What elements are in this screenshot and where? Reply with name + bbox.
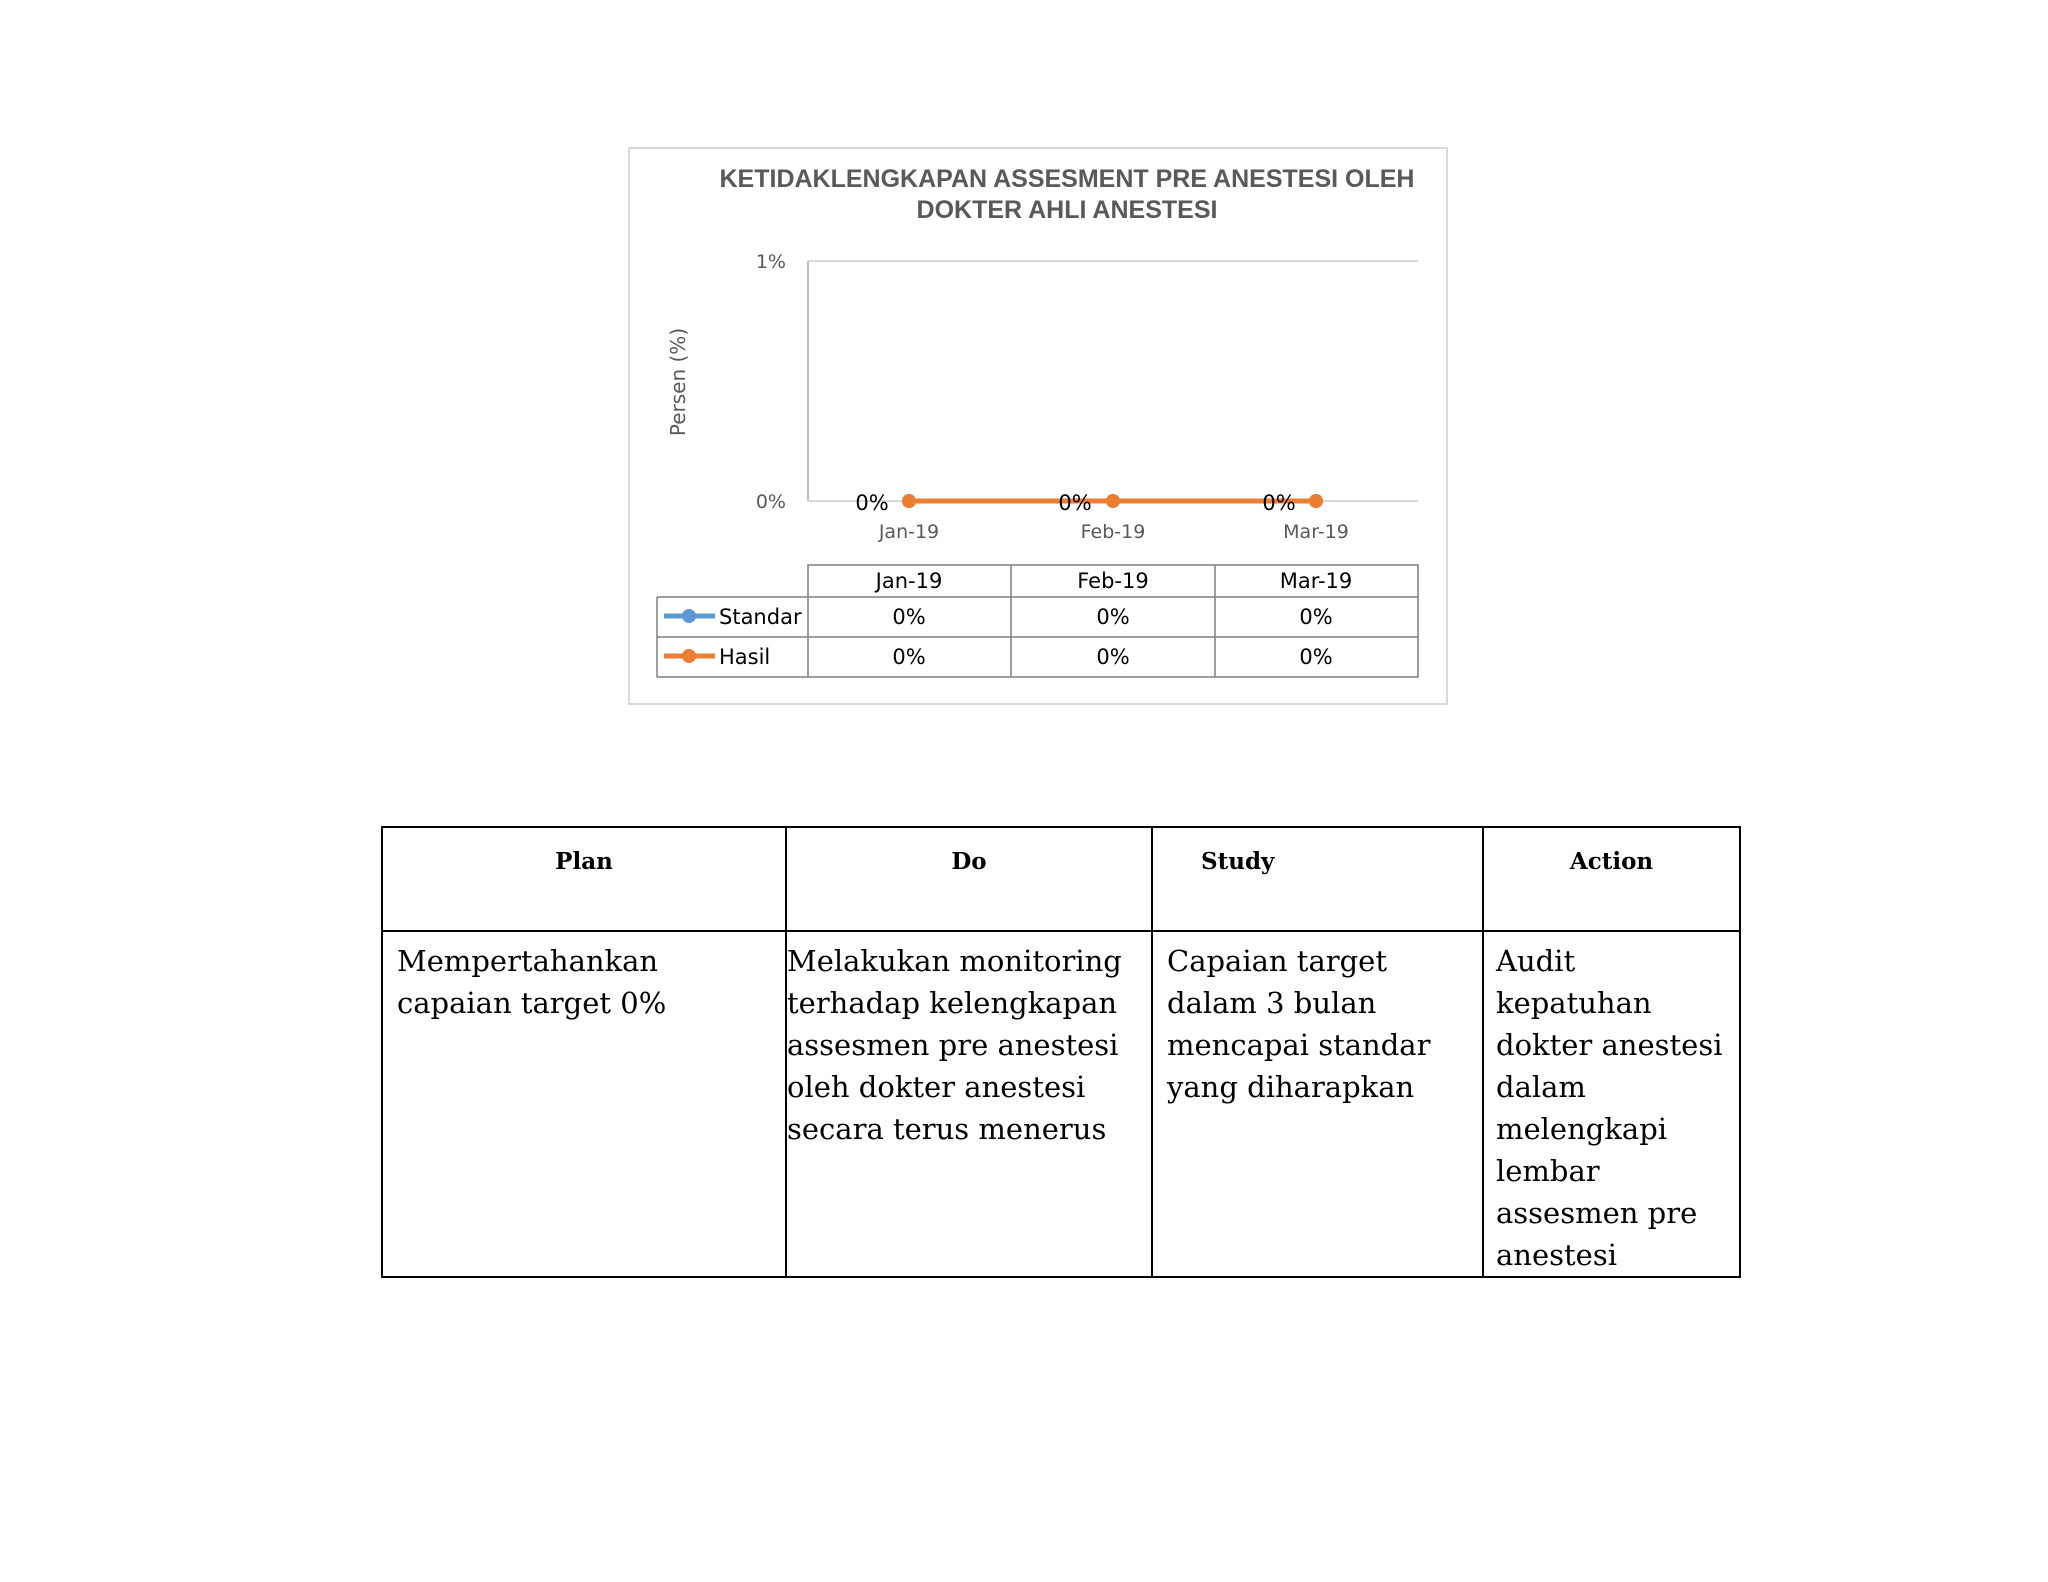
do-header: Do	[786, 827, 1152, 931]
legend-series-name: Standar	[719, 605, 802, 629]
legend-key-marker	[682, 609, 696, 623]
data-label: 0%	[1262, 491, 1296, 515]
study-header: Study	[1152, 827, 1483, 931]
data-table-header: Feb-19	[1077, 569, 1149, 593]
data-table-cell: 0%	[892, 645, 926, 669]
data-point-hasil	[902, 494, 916, 508]
chart-title-line-1: KETIDAKLENGKAPAN ASSESMENT PRE ANESTESI OLEH	[719, 165, 1415, 193]
pdca-table	[381, 826, 1741, 1278]
y-tick-bottom: 0%	[755, 491, 786, 513]
study-cell: Capaian target dalam 3 bulan mencapai standar yang diharapkan	[1152, 931, 1483, 1277]
data-table-header: Mar-19	[1279, 569, 1353, 593]
y-tick-top: 1%	[755, 251, 786, 273]
data-table-cell: 0%	[1299, 605, 1333, 629]
plan-header: Plan	[382, 827, 786, 931]
x-tick-label: Feb-19	[1080, 521, 1146, 543]
series-layer	[902, 494, 1323, 508]
action-header: Action	[1483, 827, 1740, 931]
data-point-hasil	[1309, 494, 1323, 508]
chart-title-line-2: DOKTER AHLI ANESTESI	[916, 196, 1218, 224]
data-label: 0%	[855, 491, 889, 515]
y-axis-title: Persen (%)	[666, 327, 690, 437]
action-cell: Audit kepatuhan dokter anestesi dalam melengkapi lembar assesmen pre anestesi	[1483, 931, 1740, 1277]
legend-key-marker	[682, 649, 696, 663]
data-table-cell: 0%	[1096, 645, 1130, 669]
data-table-cell: 0%	[892, 605, 926, 629]
data-label: 0%	[1058, 491, 1092, 515]
plan-cell: Mempertahankan capaian target 0%	[382, 931, 786, 1277]
data-table-header: Jan-19	[875, 569, 943, 593]
x-tick-label: Jan-19	[878, 521, 940, 543]
data-table-cell: 0%	[1096, 605, 1130, 629]
x-tick-label: Mar-19	[1283, 521, 1349, 543]
pdca-header-row	[382, 827, 1740, 931]
do-cell: Melakukan monitoring terhadap kelengkapan assesmen pre anestesi oleh dokter anestesi secara terus menerus	[786, 931, 1152, 1277]
pdca-content-row	[382, 931, 1740, 1277]
data-point-hasil	[1106, 494, 1120, 508]
legend-series-name: Hasil	[719, 645, 771, 669]
data-table-cell: 0%	[1299, 645, 1333, 669]
